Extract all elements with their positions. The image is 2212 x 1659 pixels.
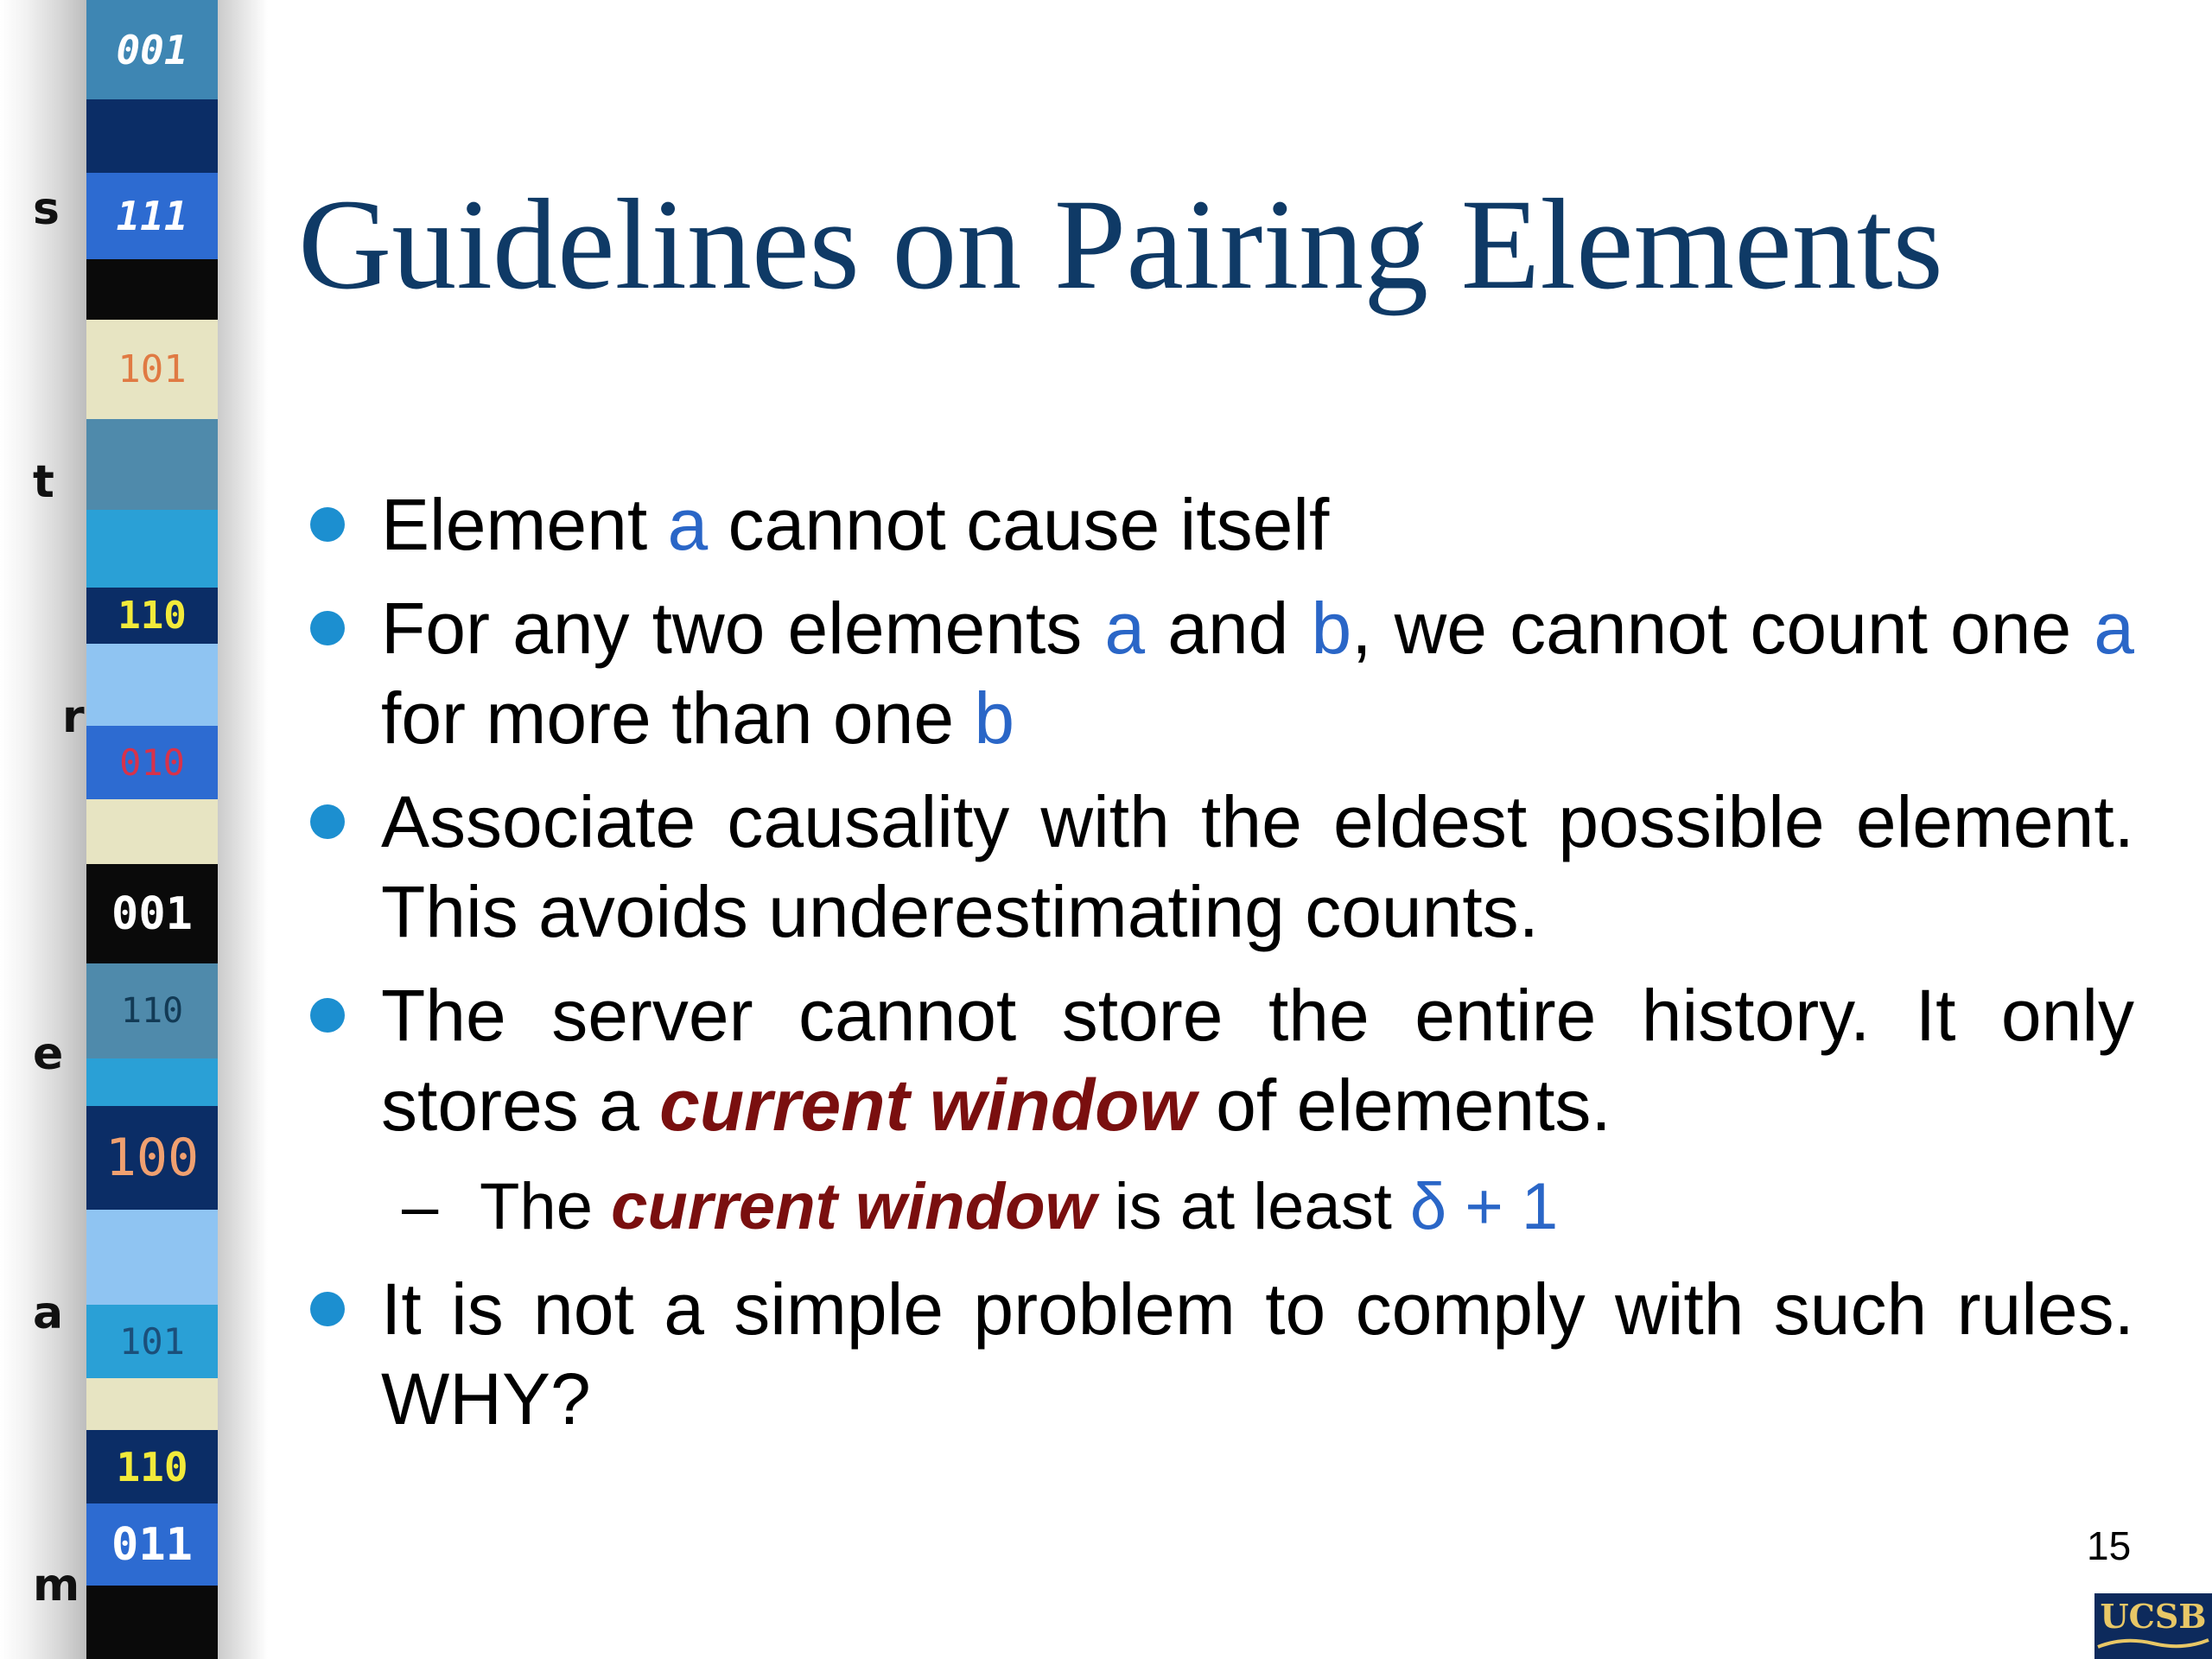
emphasis-current-window: current window bbox=[611, 1170, 1096, 1243]
page-number: 15 bbox=[2087, 1523, 2132, 1568]
bullet-dot-icon bbox=[310, 611, 345, 645]
stream-band bbox=[86, 644, 218, 726]
stream-label: 101 bbox=[118, 347, 187, 391]
slide-title: Guidelines on Pairing Elements bbox=[298, 173, 1943, 316]
bullet-item bbox=[307, 1264, 2134, 1444]
stream-band bbox=[86, 0, 218, 99]
stream-band bbox=[86, 1106, 218, 1210]
stream-label: 110 bbox=[120, 991, 184, 1031]
bullet-item bbox=[307, 777, 2134, 957]
bullet-item bbox=[307, 583, 2134, 763]
stream-band bbox=[86, 864, 218, 963]
stream-band bbox=[86, 1058, 218, 1106]
stream-label: 010 bbox=[119, 741, 185, 784]
variable-a: a bbox=[667, 484, 709, 565]
stream-letter: r bbox=[62, 691, 85, 743]
stream-band bbox=[86, 1586, 218, 1659]
stream-label: 110 bbox=[118, 594, 187, 638]
bullet-text: The bbox=[480, 1170, 612, 1243]
bullet-text: and bbox=[1145, 588, 1312, 669]
stream-band bbox=[86, 1305, 218, 1378]
stream-band bbox=[86, 799, 218, 864]
bullet-text: for more than one bbox=[381, 677, 975, 759]
stream-band bbox=[86, 320, 218, 419]
stream-band bbox=[86, 173, 218, 259]
stream-letter: a bbox=[33, 1287, 64, 1339]
dash-icon: – bbox=[402, 1170, 439, 1243]
bullet-text: It is not a simple problem to comply with such rules. WHY? bbox=[381, 1268, 2134, 1440]
bullet-text: Element bbox=[381, 484, 668, 565]
bullet-dot-icon bbox=[310, 507, 345, 542]
stream-label: 001 bbox=[111, 887, 193, 940]
stream-band bbox=[86, 259, 218, 320]
bullet-dot-icon bbox=[310, 804, 345, 839]
stream-band bbox=[86, 588, 218, 644]
bullet-text: The server cannot store the entire history. It only stores a bbox=[381, 975, 2134, 1146]
stream-letter: s bbox=[33, 183, 60, 235]
stream-letter: m bbox=[33, 1560, 80, 1611]
bullet-dot-icon bbox=[310, 998, 345, 1033]
bullet-text: Associate causality with the eldest possible element. This avoids underestimating counts. bbox=[381, 781, 2134, 952]
variable-a: a bbox=[1104, 588, 1146, 669]
variable-b: b bbox=[974, 677, 1015, 759]
stream-letter: t bbox=[33, 456, 54, 508]
stream-band bbox=[86, 510, 218, 588]
ucsb-logo bbox=[2094, 1593, 2212, 1659]
variable-a: a bbox=[2094, 588, 2134, 669]
stream-band bbox=[86, 1430, 218, 1503]
stream-label: 101 bbox=[119, 1320, 185, 1363]
stream-band bbox=[86, 1378, 218, 1430]
bullet-text: of elements. bbox=[1195, 1065, 1611, 1146]
bullet-text: , we cannot count one bbox=[1351, 588, 2094, 669]
stream-band bbox=[86, 963, 218, 1058]
sub-bullet-item bbox=[307, 1164, 2134, 1250]
bullet-dot-icon bbox=[310, 1292, 345, 1326]
stream-label: 100 bbox=[105, 1128, 200, 1188]
variable-delta: δ + 1 bbox=[1409, 1170, 1559, 1243]
stream-label: 111 bbox=[116, 193, 188, 239]
logo-wave-icon bbox=[2094, 1635, 2212, 1652]
bullet-text: For any two elements bbox=[381, 588, 1105, 669]
bullet-item bbox=[307, 480, 2134, 569]
stream-band bbox=[86, 726, 218, 799]
stream-band bbox=[86, 99, 218, 173]
stream-strip bbox=[86, 0, 218, 1659]
emphasis-current-window: current window bbox=[659, 1065, 1196, 1146]
stream-letter: e bbox=[33, 1028, 64, 1080]
stream-label: 011 bbox=[111, 1518, 193, 1571]
stream-band bbox=[86, 1503, 218, 1586]
bullet-text: cannot cause itself bbox=[708, 484, 1330, 565]
logo-text: UCSB bbox=[2100, 1597, 2207, 1636]
stream-band bbox=[86, 1210, 218, 1305]
stream-label: 001 bbox=[116, 26, 188, 73]
bullet-item bbox=[307, 970, 2134, 1150]
stream-band bbox=[86, 419, 218, 510]
stream-label: 110 bbox=[116, 1443, 188, 1491]
variable-b: b bbox=[1311, 588, 1352, 669]
bullet-list bbox=[307, 480, 2134, 1458]
bullet-text: is at least bbox=[1096, 1170, 1410, 1243]
